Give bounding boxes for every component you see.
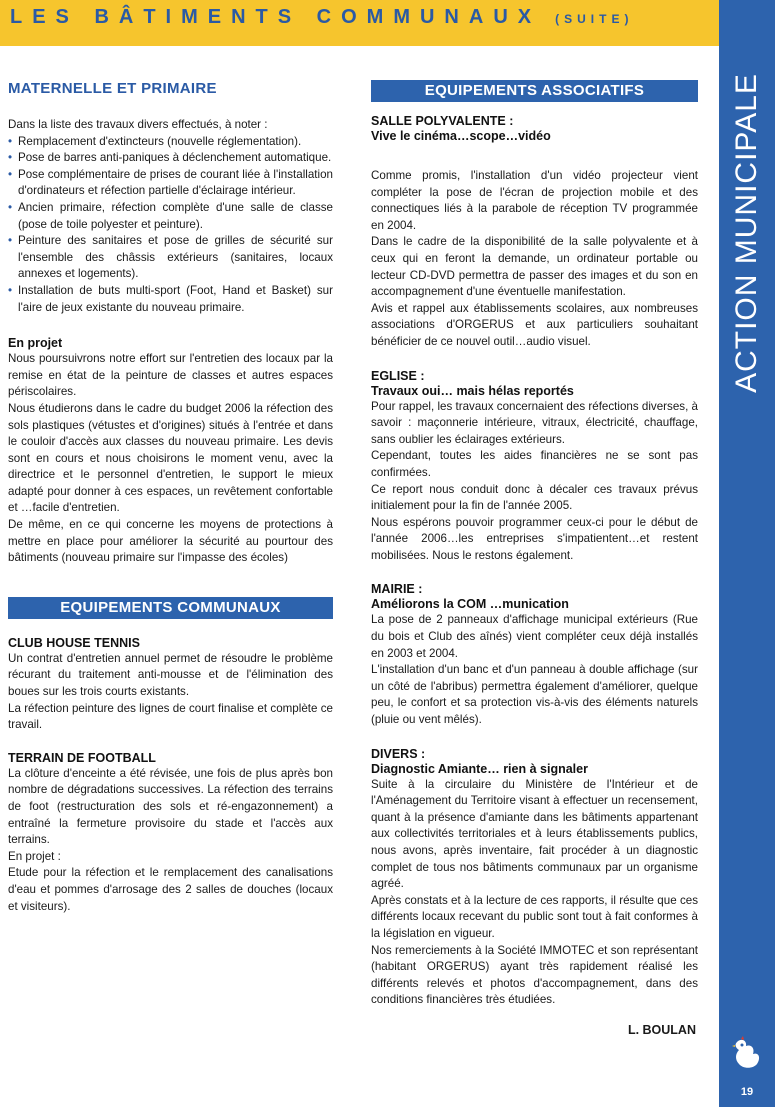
page-title-text: LES BÂTIMENTS COMMUNAUX [10, 6, 542, 28]
rooster-logo-icon [729, 1036, 765, 1072]
eglise-heading: EGLISE : [371, 368, 425, 383]
football-paragraph: En projet : [8, 849, 61, 863]
page-title [10, 6, 633, 29]
salle-subheading: Vive le cinéma…scope…vidéo [371, 129, 551, 143]
divers-heading: DIVERS : [371, 746, 426, 761]
maternelle-heading: MATERNELLE ET PRIMAIRE [8, 80, 217, 97]
divers-paragraph: Après constats et à la lecture de ces rapports, il résulte que ces différents locaux recevant du public sont tout à fait conformes à la législation en vigueur. [371, 893, 698, 940]
salle-heading: SALLE POLYVALENTE : [371, 114, 514, 128]
club-house-paragraph: Un contrat d'entretien annuel permet de résoudre le problème récurant du traitement anti-mousse et de l'élimination des boues sur les trois courts existants. [8, 651, 333, 699]
list-item: • Remplacement d'extincteurs (nouvelle réglementation). [8, 134, 333, 151]
salle-paragraph: Avis et rappel aux établissements scolaires, aux nombreuses associations d'ORGERUS et aux particuliers souhaitant bénéficier de ce nouvel outil…audio visuel. [371, 301, 698, 348]
projet-paragraph: Nous étudierons dans le cadre du budget 2006 la réfection des sols plastiques (vétustes et d'origines) situés à l'entrée et dans le couloir d'accès aux classes du nouveau primaire. Les devis sont en cours et nous choisirons le moment venu, avec la directrice et le personnel d'entretien, le support le mieux adapté pour donner à ces espaces, un revêtement confortable et …facile d'entretien. [8, 401, 333, 515]
football-paragraph: Etude pour la réfection et le remplacement des canalisations d'eau et pommes d'arrosage des 2 salles de douches (locaux et visiteurs). [8, 866, 333, 913]
mairie-paragraph: L'installation d'un banc et d'un panneau à double affichage (sur un côté de l'abribus) permettra également d'améliorer, quelque peu, le confort et sa protection vis-à-vis des éléments naturels (pluie ou vent mêlés). [371, 663, 698, 727]
projet-paragraph: Nous poursuivrons notre effort sur l'entretien des locaux par la remise en état de la peinture de classes et autres espaces périscolaires. [8, 352, 333, 399]
salle-paragraph: Dans le cadre de la disponibilité de la salle polyvalente et à ceux qui en feront la demande, un ordinateur portable ou lecteur CD-DVD permettra de passer des images et du son en accompagnement d'une éventuelle manifestation. [371, 235, 698, 299]
list-item: • Ancien primaire, réfection complète d'une salle de classe (pose de toile polyester et peinture). [8, 200, 333, 233]
divers-paragraph: Nos remerciements à la Société IMMOTEC et son représentant (habitant ORGERUS) ayant très rapidement réalisé les différents relevés et photos d'accompagnement, dans des conditions financières très étudiées. [371, 943, 698, 1007]
list-item: • Installation de buts multi-sport (Foot, Hand et Basket) sur l'aire de jeux existante du nouveau primaire. [8, 283, 333, 316]
maternelle-intro: Dans la liste des travaux divers effectués, à noter : [8, 118, 268, 131]
list-item: • Pose complémentaire de prises de courant liée à l'installation d'ordinateurs et réfection partielle d'éclairage intérieur. [8, 167, 333, 200]
equipements-associatifs-banner: EQUIPEMENTS ASSOCIATIFS [371, 80, 698, 102]
club-house-heading: CLUB HOUSE TENNIS [8, 635, 140, 650]
maternelle-list [8, 134, 333, 317]
football-paragraph: La clôture d'enceinte a été révisée, une fois de plus après bon nombre de dégradations successives. La réfection des terrains de foot (restructuration des sols et ré-engazonnement) a entraîné la fermeture provisoire du stade et l'accès aux terrains. [8, 766, 333, 847]
eglise-subheading: Travaux oui… mais hélas reportés [371, 383, 574, 398]
salle-paragraph: Comme promis, l'installation d'un vidéo projecteur vient compléter la pose de l'écran de projection mobile et des connectiques liés à la parabole de réception TV programmée en 2004. [371, 169, 698, 232]
mairie-paragraph: La pose de 2 panneaux d'affichage municipal extérieurs (Rue du bois et Club des aînés) vient compléter ceux déjà installés en 2003 et 2004. [371, 613, 698, 660]
sidebar-title-text: ACTION MUNICIPALE [730, 72, 763, 393]
mairie-subheading: Améliorons la COM …munication [371, 597, 569, 612]
left-column [8, 80, 333, 915]
equipements-communaux-banner: EQUIPEMENTS COMMUNAUX [8, 597, 333, 619]
page-title-suite: (SUITE) [555, 12, 634, 26]
right-column [371, 80, 698, 1037]
projet-paragraph: De même, en ce qui concerne les moyens de protections à mettre en place pour améliorer la sécurité au pourtour des bâtiments (nouveau primaire sur l'impasse des écoles) [8, 518, 333, 565]
divers-paragraph: Suite à la circulaire du Ministère de l'Intérieur et de l'Aménagement du Territoire visant à effectuer un recensement, quant à la présence d'amiante dans les bâtiments appartenant aux collectivités territoriales et à leurs établissements publics, nous avons, après inventaire, fait procéder à un diagnostic complet de tous nos bâtiments communaux par un organisme agréé. [371, 777, 698, 891]
projet-heading: En projet [8, 336, 63, 351]
list-item: • Pose de barres anti-paniques à déclenchement automatique. [8, 150, 333, 167]
eglise-paragraph: Ce report nous conduit donc à décaler ces travaux prévus initialement pour la fin de l'année 2005. [371, 482, 698, 513]
eglise-paragraph: Pour rappel, les travaux concernaient des réfections diverses, à savoir : maçonnerie intérieure, vitraux, électricité, chauffage, sans oublier les éclairages extérieurs. [371, 399, 698, 446]
section-sidebar [719, 0, 775, 1107]
author-signature: L. BOULAN [627, 1022, 696, 1037]
sidebar-title [724, 60, 770, 405]
club-house-paragraph: La réfection peinture des lignes de court finalise et complète ce travail. [8, 701, 333, 732]
divers-subheading: Diagnostic Amiante… rien à signaler [371, 761, 588, 776]
page-number: 19 [740, 1086, 754, 1098]
eglise-paragraph: Cependant, toutes les aides financières ne se sont pas confirmées. [371, 449, 698, 479]
list-item: • Peinture des sanitaires et pose de grilles de sécurité sur l'ensemble des châssis extérieurs (sanitaires, locaux annexes et logements). [8, 233, 333, 283]
mairie-heading: MAIRIE : [371, 582, 423, 597]
page-header [0, 0, 719, 46]
eglise-paragraph: Nous espérons pouvoir programmer ceux-ci pour le début de l'année 2006…les entreprises s'impatientent…et restent mobilisées. Nous le restons également. [371, 515, 698, 562]
football-heading: TERRAIN DE FOOTBALL [8, 750, 156, 765]
